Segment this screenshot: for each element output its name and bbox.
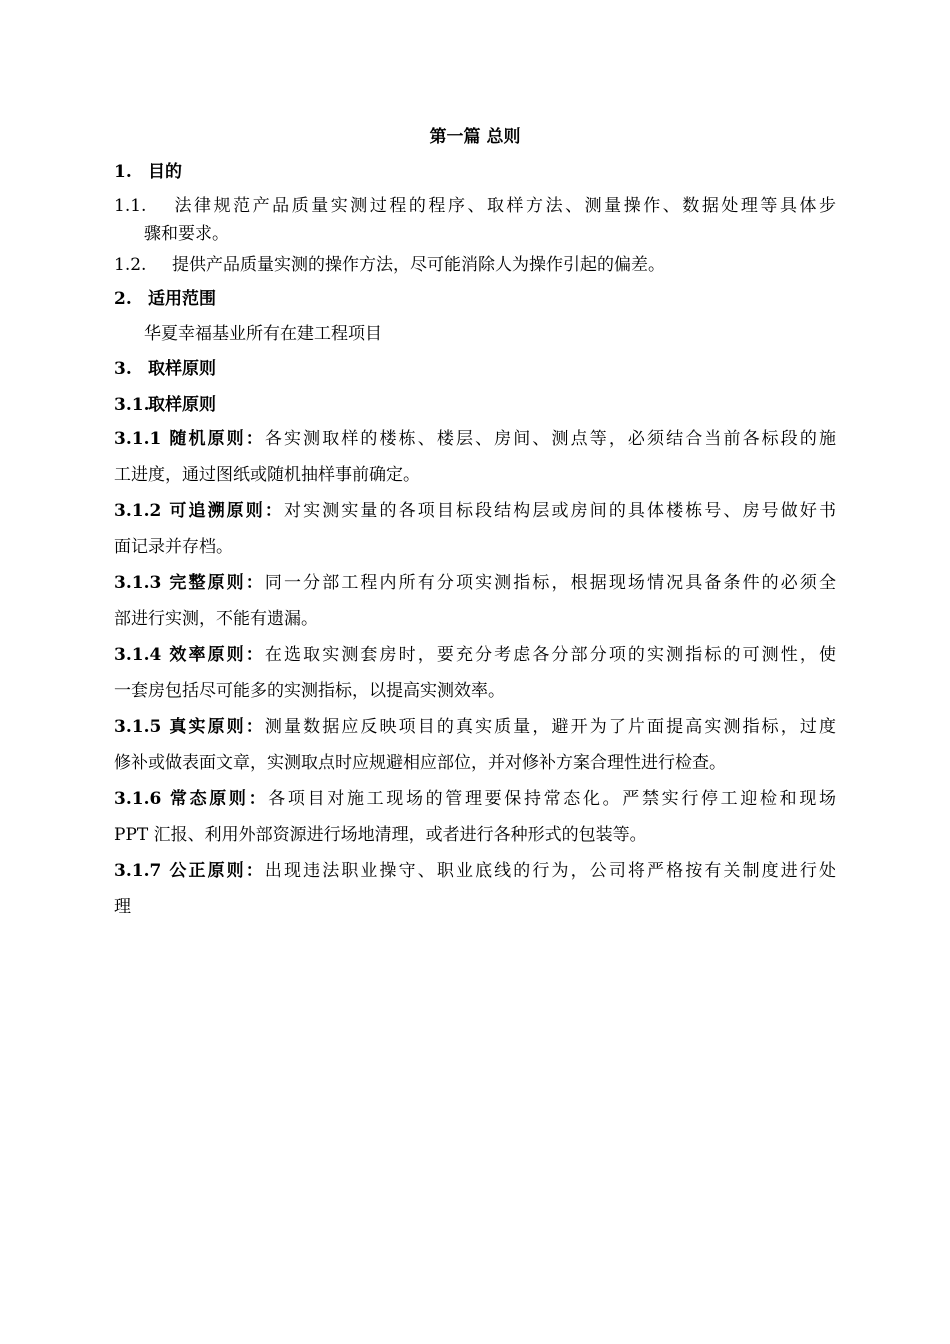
principle-line: 部进行实测，不能有遗漏。: [114, 609, 318, 629]
list-item-text: 提供产品质量实测的操作方法，尽可能消除人为操作引起的偏差。: [172, 255, 665, 275]
list-item: [114, 251, 836, 279]
principle-label: 3.1.1 随机原则：: [114, 429, 265, 449]
section-number: 3.: [114, 359, 132, 379]
principle-traceable: [114, 493, 836, 565]
principle-label: 3.1.7 公正原则：: [114, 861, 265, 881]
principle-authentic: [114, 709, 836, 781]
list-item-number: 1.1.: [114, 196, 147, 216]
subsection-number: 3.1.: [114, 395, 150, 415]
list-item-number: 1.2.: [114, 255, 147, 275]
list-item-continuation: 骤和要求。: [144, 224, 229, 244]
principle-line: [114, 493, 836, 529]
principle-label: 3.1.3 完整原则：: [114, 573, 265, 593]
principle-text: 测量数据应反映项目的真实质量，避开为了片面提高实测指标，过度: [264, 717, 836, 737]
principle-line: PPT 汇报、利用外部资源进行场地清理，或者进行各种形式的包装等。: [114, 825, 647, 845]
principle-line: [114, 637, 836, 673]
section-title: 目的: [148, 162, 182, 182]
list-item-line: [114, 192, 836, 220]
list-item-text: 法律规范产品质量实测过程的程序、取样方法、测量操作、数据处理等具体步: [172, 196, 836, 216]
section-title: 适用范围: [148, 289, 216, 309]
principle-text: 各项目对施工现场的管理要保持常态化。严禁实行停工迎检和现场: [268, 789, 836, 809]
principle-text: 各实测取样的楼栋、楼层、房间、测点等，必须结合当前各标段的施: [264, 429, 836, 449]
principle-text: 出现违法职业操守、职业底线的行为，公司将严格按有关制度进行处: [264, 861, 836, 881]
subsection-heading-sampling: [114, 392, 216, 418]
principle-label: 3.1.6 常态原则：: [114, 789, 269, 809]
principle-line: 面记录并存档。: [114, 537, 233, 557]
principle-text: 同一分部工程内所有分项实测指标，根据现场情况具备条件的必须全: [264, 573, 836, 593]
principle-label: 3.1.4 效率原则：: [114, 645, 265, 665]
principle-label: 3.1.5 真实原则：: [114, 717, 265, 737]
scope-text: 华夏幸福基业所有在建工程项目: [144, 324, 382, 344]
principle-label: 3.1.2 可追溯原则：: [114, 501, 284, 521]
page-title: 第一篇 总则: [429, 127, 521, 147]
principle-line: 工进度，通过图纸或随机抽样事前确定。: [114, 465, 420, 485]
principle-line: [114, 565, 836, 601]
list-item: [114, 192, 836, 248]
principle-line: [114, 421, 836, 457]
principle-line: 一套房包括尽可能多的实测指标，以提高实测效率。: [114, 681, 505, 701]
section-number: 1.: [114, 162, 132, 182]
principle-text: 对实测实量的各项目标段结构层或房间的具体楼栋号、房号做好书: [284, 501, 836, 521]
subsection-title: 取样原则: [148, 395, 216, 415]
principle-complete: [114, 565, 836, 637]
principle-efficiency: [114, 637, 836, 709]
principle-text: 在选取实测套房时，要充分考虑各分部分项的实测指标的可测性，使: [264, 645, 836, 665]
principle-line: [114, 709, 836, 745]
principle-normal: [114, 781, 836, 853]
principle-line: [114, 781, 836, 817]
principle-fair: [114, 853, 836, 925]
principle-random: [114, 421, 836, 493]
principle-line: 理: [114, 897, 131, 917]
principle-line: 修补或做表面文章，实测取点时应规避相应部位，并对修补方案合理性进行检查。: [114, 753, 726, 773]
section-number: 2.: [114, 289, 132, 309]
section-title: 取样原则: [148, 359, 216, 379]
principle-line: [114, 853, 836, 889]
section-heading-sampling: [114, 356, 216, 382]
section-heading-scope: [114, 286, 216, 312]
section-heading-purpose: [114, 159, 182, 185]
